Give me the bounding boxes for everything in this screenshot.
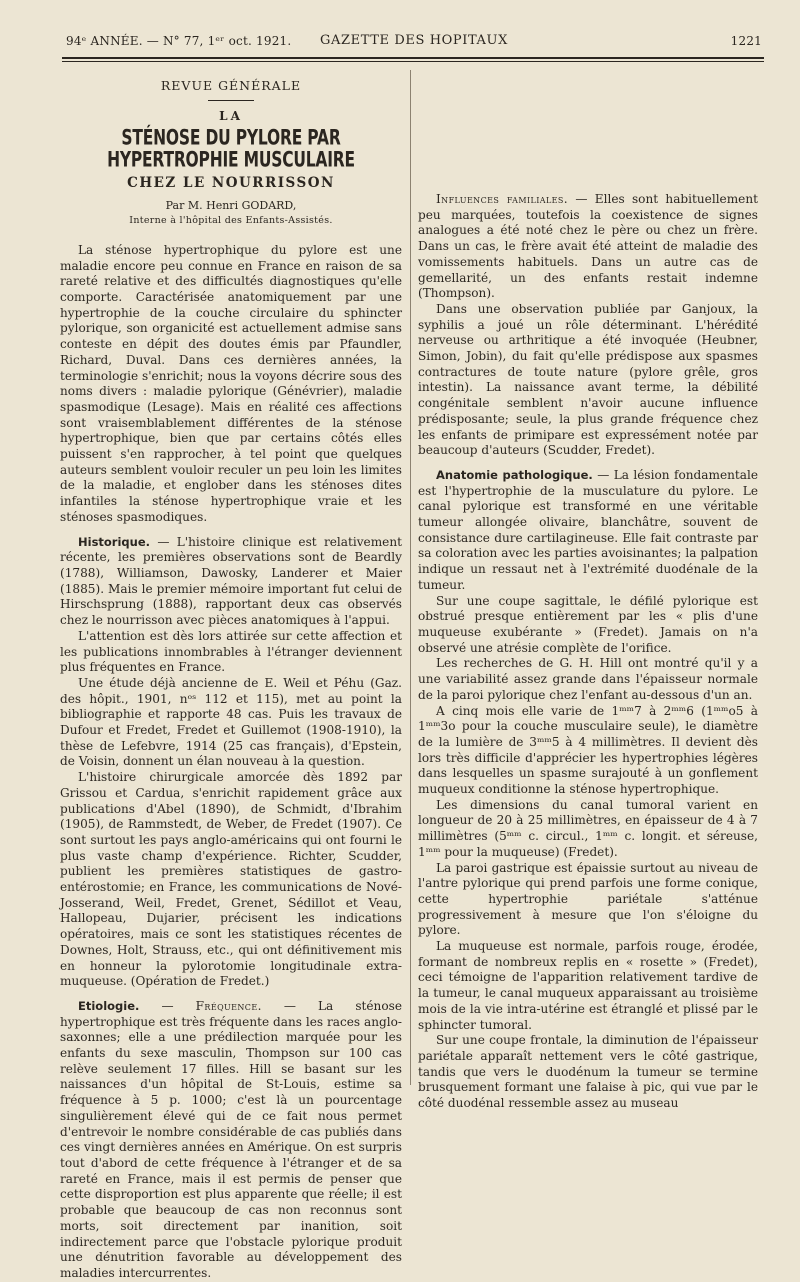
issue-info: 94ᵉ ANNÉE. — N° 77, 1ᵉʳ oct. 1921. — [66, 34, 292, 48]
section-heading: Historique. — [78, 534, 151, 549]
paragraph: L'histoire chirurgicale amorcée dès 1892 par Grissou et Cardua, s'enrichit rapidement grâce aux publications d'Abel (1890), de Schmidt, d'Ibrahim (1905), de Rammstedt, de Weber, de Fredet (1907). Ce sont surtout les pays anglo-américains qui ont fourni le plus vaste champ d'expérience. Richter, Scudder, publient les premières statistiques de gastro-entérostomie; en France, les communications de Nové-Josserand, Weil, Fredet, Grenet, Sédillot et Veau, Hallopeau, Dujarier, précisent les indications opératoires, mais ce sont les statistiques récentes de Downes, Holt, Strauss, etc., qui ont définitivement mis en honneur la pylorotomie longitudinale extra-muqueuse. (Opération de Fredet.) — [60, 770, 402, 989]
section-heading: Anatomie pathologique. — [436, 467, 593, 482]
running-header — [66, 34, 762, 52]
paragraph: Sur une coupe sagittale, le défilé pylorique est obstrué presque entièrement par les « plis d'une muqueuse exubérante » (Fredet). Jamais on n'a observé une atrésie complète de l'orifice. — [418, 593, 758, 655]
rubric-rule — [208, 100, 254, 101]
section-anatomie — [418, 468, 758, 1112]
article-title: STÉNOSE DU PYLORE PAR HYPERTROPHIE MUSCULAIRE — [107, 126, 355, 172]
column-divider — [410, 70, 411, 1085]
intro-paragraph: La sténose hypertrophique du pylore est une maladie encore peu connue en France en raison de sa rareté relative et des difficultés diagnostiques qu'elle comporte. Caractérisée anatomiquement par une hypertrophie de la couche circulaire du sphincter pylorique, son organicité est actuellement admise sans conteste en dépit des doutes émis par Pfaundler, Richard, Duval. Dans ces dernières années, la terminologie s'enrichit; nous la voyons décrire sous des noms divers : maladie pylorique (Génévrier), maladie spasmodique (Lesage). Mais en réalité ces affections sont vraisemblablement différentes de la sténose hypertrophique, bien que par certains côtés elles puissent s'en rapprocher, à tel point que quelques auteurs semblent vouloir reculer un peu loin les limites de la maladie, et englober dans les sténoses dites infantiles la sténose hypertrophique vraie et les sténoses spasmodiques. — [60, 242, 402, 524]
author-affiliation: Interne à l'hôpital des Enfants-Assistés. — [129, 215, 333, 227]
paragraph-text: — La lésion fondamentale est l'hypertrophie de la musculature du pylore. Le canal pylorique est transformé en une véritable tumeur allongée olivaire, blanchâtre, souvent de consistance dure cartilagineuse. Elle fait contraste par sa coloration avec les parties avoisinantes; la palpation indique un ressaut net à l'extrémité duodénale de la tumeur. — [418, 467, 758, 592]
title-prefix: LA — [219, 108, 243, 123]
header-rule-thin — [62, 61, 764, 62]
paragraph: La muqueuse est normale, parfois rouge, érodée, formant de nombreux replis en « rosette » (Fredet), ceci témoigne de l'apparition relativement tardive de la tumeur, le canal muqueux apparaissant au troisième mois de la vie intra-utérine est étranglé et plissé par le sphincter tumoral. — [418, 939, 758, 1032]
paragraph: Les recherches de G. H. Hill ont montré qu'il y a une variabilité assez grande dans l'épaisseur normale de la paroi pylorique chez l'enfant au-dessous d'un an. — [418, 656, 758, 702]
paragraph: Les dimensions du canal tumoral varient en longueur de 20 à 25 millimètres, en épaisseur de 4 à 7 millimètres (5ᵐᵐ c. circul., 1ᵐᵐ c. longit. et séreuse, 1ᵐᵐ pour la muqueuse) (Fredet). — [418, 797, 758, 859]
paragraph: Dans une observation publiée par Ganjoux, la syphilis a joué un rôle déterminant. L'hérédité nerveuse ou arthritique a été invoquée (Heubner, Simon, Jobin), du fait qu'elle prédispose aux spasmes contractures de toute nature (pylore grêle, gros intestin). La naissance avant terme, la débilité congénitale semblent n'avoir aucune influence prédisposante; seule, la plus grande fréquence chez les enfants de primipare est expressément notée par beaucoup d'auteurs (Scudder, Fredet). — [418, 301, 758, 458]
left-column — [60, 72, 402, 1282]
author-byline: Par M. Henri GODARD, — [165, 198, 297, 212]
paragraph: Une étude déjà ancienne de E. Weil et Péhu (Gaz. des hôpit., 1901, nᵒˢ 112 et 115), met au point la bibliographie et rapporte 48 cas. Puis les travaux de Dufour et Fredet, Fredet et Guillemot (1908-1910), la thèse de Lefebvre, 1914 (25 cas français), d'Epstein, de Voisin, donnent un élan nouveau à la question. — [60, 675, 402, 769]
journal-title: GAZETTE DES HOPITAUX — [320, 33, 508, 48]
right-column — [418, 72, 758, 1112]
paragraph: Sur une coupe frontale, la diminution de l'épaisseur pariétale apparaît nettement vers le côté gastrique, tandis que vers le duodénum la tumeur se termine brusquement formant une falaise à pic, qui vue par le côté duodénal ressemble assez au museau — [418, 1033, 758, 1111]
header-rule — [62, 57, 764, 59]
section-etiologie: Etiologie. — Fréquence. — La sténose hypertrophique est très fréquente dans les races anglo-saxonnes; elle a une prédilection marquée pour les enfants du sexe masculin, Thompson sur 100 cas relève seulement 17 filles. Hill se basant sur les naissances d'un hôpital de St-Louis, estime sa fréquence à 5 p. 1000; c'est là un pourcentage singulièrement élevé qui de ce fait nous permet d'entrevoir le nombre considérable de cas publiés dans ces vingt dernières années en Amérique. On est surpris tout d'abord de cette fréquence à l'étranger et de sa rareté en France, mais il est permis de penser que cette disproportion est plus apparente que réelle; il est probable que beaucoup de cas non reconnus sont morts, soit directement par inanition, soit indirectement parce que l'obstacle pylorique produit une dénutrition favorable au développement des maladies intercurrentes. — [60, 998, 402, 1280]
page-number: 1221 — [730, 34, 762, 48]
paragraph-text: — Elles sont habituellement peu marquées, toutefois la coexistence de signes analogues a été noté chez le père ou chez un frère. Dans un cas, le frère avait été atteint de maladie des vomissements habituels. Dans un autre cas de gemellarité, un des enfants restait indemne (Thompson). — [418, 192, 758, 301]
section-historique — [60, 535, 402, 990]
paragraph-text: — La sténose hypertrophique est très fréquente dans les races anglo-saxonnes; elle a une prédilection marquée pour les enfants du sexe masculin, Thompson sur 100 cas relève seulement 17 filles. Hill se basant sur les naissances d'un hôpital de St-Louis, estime sa fréquence à 5 p. 1000; c'est là un pourcentage singulièrement élevé qui de ce fait nous permet d'entrevoir le nombre considérable de cas publiés dans ces vingt dernières années en Amérique. On est surpris tout d'abord de cette fréquence à l'étranger et de sa rareté en France, mais il est permis de penser que cette disproportion est plus apparente que réelle; il est probable que beaucoup de cas non reconnus sont morts, soit directement par inanition, soit indirectement parce que l'obstacle pylorique produit une dénutrition favorable au développement des maladies intercurrentes. — [60, 998, 402, 1280]
subsection-heading: Influences familiales. — [436, 192, 569, 206]
paragraph: La paroi gastrique est épaissie surtout au niveau de l'antre pylorique qui prend parfois une forme conique, cette hypertrophie pariétale s'atténue progressivement à mesure que l'on s'éloigne du pylore. — [418, 860, 758, 938]
paragraph-text: — L'histoire clinique est relativement récente, les premières observations sont de Beardly (1788), Williamson, Dawosky, Landerer et Maier (1885). Mais le premier mémoire important fut celui de Hirschsprung (1888), rapportant deux cas observés chez le nourrisson avec pièces anatomiques à l'appui. — [60, 534, 402, 628]
paragraph: A cinq mois elle varie de 1ᵐᵐ7 à 2ᵐᵐ6 (1ᵐᵐo5 à 1ᵐᵐ3o pour la couche musculaire seule), le diamètre de la lumière de 3ᵐᵐ5 à 4 millimètres. Il devient dès lors très difficile d'apprécier les hypertrophies légères dans lesquelles un spasme surajouté à un gonflement muqueux conditionne la sténose hypertrophique. — [418, 703, 758, 797]
rubric: REVUE GÉNÉRALE — [160, 78, 302, 93]
subsection-heading: Fréquence. — [195, 998, 262, 1013]
paragraph: L'attention est dès lors attirée sur cette affection et les publications innombrables à l'étranger deviennent plus fréquentes en France. — [60, 628, 402, 675]
article-subtitle: CHEZ LE NOURRISSON — [127, 174, 335, 191]
section-heading: Etiologie. — [78, 998, 140, 1013]
